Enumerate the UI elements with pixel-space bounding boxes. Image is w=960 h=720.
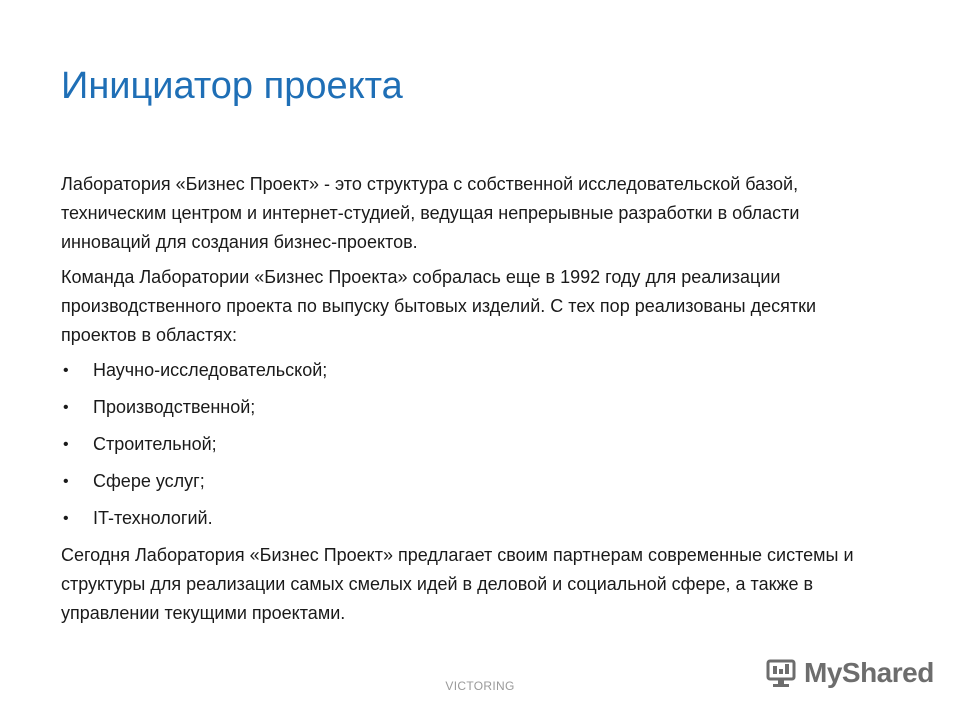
bullet-icon: • (63, 436, 69, 453)
footer-text: VICTORING (445, 679, 515, 693)
areas-list (61, 356, 891, 533)
list-item-text: IT-технологий. (93, 508, 213, 528)
team-paragraph: Команда Лаборатории «Бизнес Проекта» собралась еще в 1992 году для реализации производственного проекта по выпуску бытовых изделий. С тех пор реализованы десятки проектов в областях: (61, 267, 817, 345)
list-item-text: Научно-исследовательской; (93, 360, 328, 380)
list-item-text: Строительной; (93, 434, 217, 454)
list-item (61, 504, 891, 533)
logo-text: MyShared (804, 657, 934, 688)
list-item-text: Сфере услуг; (93, 471, 205, 491)
intro-paragraph: Лаборатория «Бизнес Проект» - это структура с собственной исследовательской базой, техническим центром и интернет-студией, ведущая непрерывные разработки в области инноваций для создания бизнес-проектов. (61, 174, 800, 252)
today-paragraph: Сегодня Лаборатория «Бизнес Проект» предлагает своим партнерам современные системы и структуры для реализации самых смелых идей в деловой и социальной сфере, а также в управлении текущими проектами. (61, 545, 854, 623)
bullet-icon: • (63, 510, 69, 527)
bullet-icon: • (63, 473, 69, 490)
list-item (61, 430, 891, 459)
list-item (61, 356, 891, 385)
slide-content (61, 170, 891, 634)
list-item-text: Производственной; (93, 397, 256, 417)
bullet-icon: • (63, 362, 69, 379)
myshared-logo[interactable] (766, 656, 934, 690)
bullet-icon: • (63, 399, 69, 416)
list-item (61, 393, 891, 422)
list-item (61, 467, 891, 496)
slide-title: Инициатор проекта (61, 65, 403, 107)
monitor-icon (766, 658, 800, 688)
